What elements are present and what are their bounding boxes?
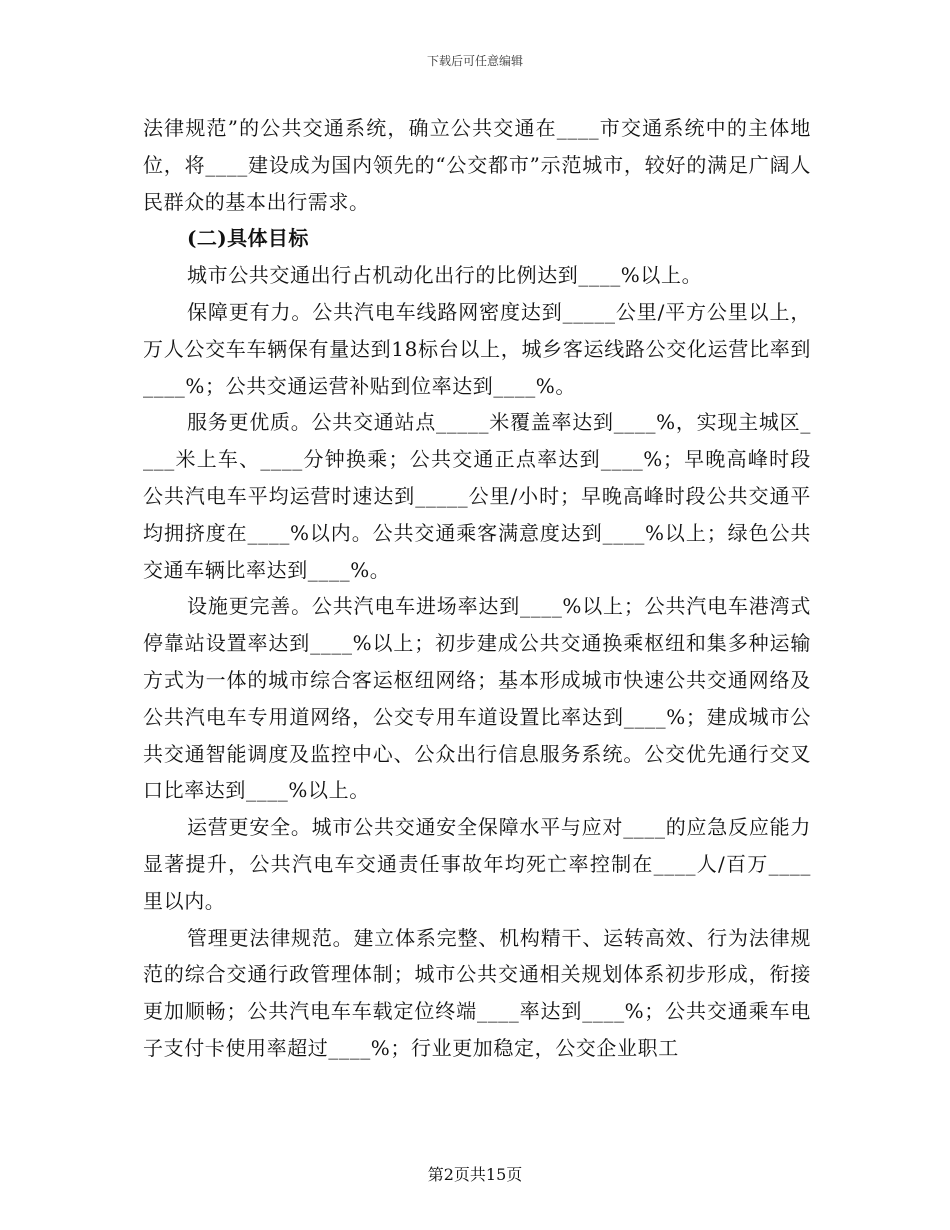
document-body	[143, 110, 811, 1067]
page-number-footer: 第2页共15页	[427, 1165, 523, 1184]
paragraph-service: 服务更优质。公共交通站点_____米覆盖率达到____%，实现主城区____米上车、____分钟换乘；公共交通正点率达到____%；早晚高峰时段公共汽电车平均运营时速达到_____公里/小时；早晚高峰时段公共交通平均拥挤度在____%以内。公共交通乘客满意度达到____%以上；绿色公共交通车辆比率达到____%。	[143, 410, 811, 582]
header-note: 下载后可任意编辑	[426, 54, 523, 68]
paragraph-support: 保障更有力。公共汽电车线路网密度达到_____公里/平方公里以上，万人公交车车辆保有量达到18标台以上，城乡客运线路公交化运营比率到____%；公共交通运营补贴到位率达到____%。	[143, 299, 811, 398]
paragraph-facilities: 设施更完善。公共汽电车进场率达到____%以上；公共汽电车港湾式停靠站设置率达到____%以上；初步建成公共交通换乘枢纽和集多种运输方式为一体的城市综合客运枢纽网络；基本形成城市快速公共交通网络及公共汽电车专用道网络，公交专用车道设置比率达到____%；建成城市公共交通智能调度及监控中心、公众出行信息服务系统。公交优先通行交叉口比率达到____%以上。	[143, 594, 811, 803]
section-heading: (二)具体目标	[187, 226, 309, 251]
paragraph-safety: 运营更安全。城市公共交通安全保障水平与应对____的应急反应能力显著提升，公共汽电车交通责任事故年均死亡率控制在____人/百万____里以内。	[143, 815, 811, 913]
paragraph-continuation: 法律规范”的公共交通系统，确立公共交通在____市交通系统中的主体地位，将____建设成为国内领先的“公交都市”示范城市，较好的满足广阔人民群众的基本出行需求。	[143, 116, 811, 214]
paragraph-management: 管理更法律规范。建立体系完整、机构精干、运转高效、行为法律规范的综合交通行政管理体制；城市公共交通相关规划体系初步形成，衔接更加顺畅；公共汽电车车载定位终端____率达到____%；公共交通乘车电子支付卡使用率超过____%；行业更加稳定，公交企业职工	[143, 925, 811, 1060]
paragraph-overall-ratio: 城市公共交通出行占机动化出行的比例达到____%以上。	[187, 263, 703, 288]
